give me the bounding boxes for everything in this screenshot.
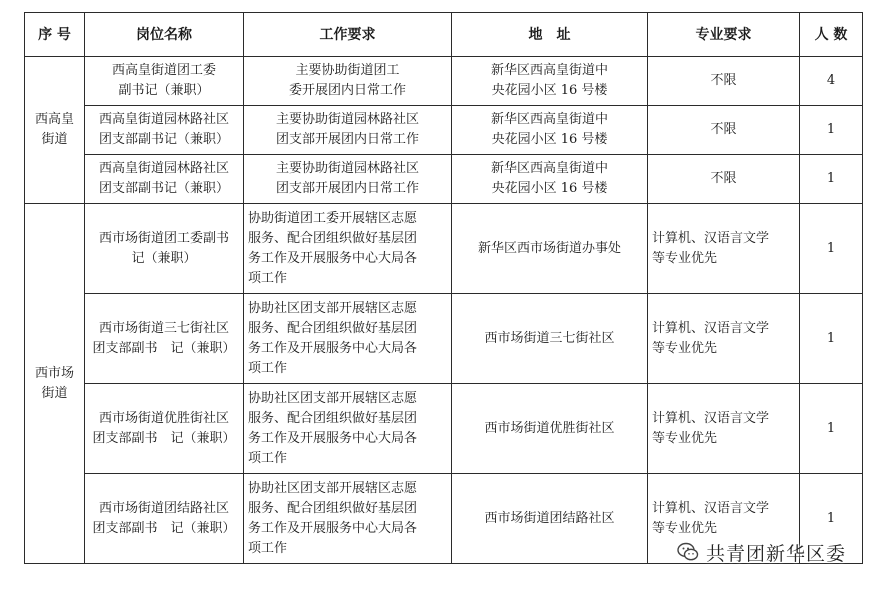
post-cell: 西高皇街道团工委 副书记（兼职） — [85, 57, 244, 106]
table-row — [25, 106, 863, 155]
watermark — [676, 538, 866, 566]
major-cell: 计算机、汉语言文学 等专业优先 — [648, 204, 800, 294]
header-seq: 序 号 — [25, 13, 85, 57]
major-cell: 计算机、汉语言文学 等专业优先 — [648, 294, 800, 384]
post-cell: 西市场街道团结路社区 团支部副书 记（兼职） — [85, 474, 244, 564]
watermark-text: 共青团新华区委 — [706, 542, 847, 565]
count-cell: 1 — [800, 155, 863, 204]
address-cell: 新华区西高皇街道中 央花园小区 16 号楼 — [452, 57, 648, 106]
table-row — [25, 57, 863, 106]
header-count: 人 数 — [800, 13, 863, 57]
table-row — [25, 204, 863, 294]
work-cell: 主要协助街道团工 委开展团内日常工作 — [244, 57, 452, 106]
major-cell: 计算机、汉语言文学 等专业优先 — [648, 474, 800, 564]
work-cell: 协助社区团支部开展辖区志愿 服务、配合团组织做好基层团 务工作及开展服务中心大局各 项工作 — [244, 474, 452, 564]
post-cell: 西市场街道优胜街社区 团支部副书 记（兼职） — [85, 384, 244, 474]
table-row — [25, 294, 863, 384]
address-cell: 新华区西市场街道办事处 — [452, 204, 648, 294]
count-cell: 1 — [800, 294, 863, 384]
work-cell: 协助社区团支部开展辖区志愿 服务、配合团组织做好基层团 务工作及开展服务中心大局各 项工作 — [244, 294, 452, 384]
post-cell: 西高皇街道园林路社区 团支部副书记（兼职） — [85, 106, 244, 155]
major-cell: 不限 — [648, 106, 800, 155]
post-cell: 西市场街道团工委副书 记（兼职） — [85, 204, 244, 294]
header-address: 地 址 — [452, 13, 648, 57]
work-cell: 主要协助街道园林路社区 团支部开展团内日常工作 — [244, 155, 452, 204]
work-cell: 协助街道团工委开展辖区志愿 服务、配合团组织做好基层团 务工作及开展服务中心大局各 项工作 — [244, 204, 452, 294]
work-cell: 协助社区团支部开展辖区志愿 服务、配合团组织做好基层团 务工作及开展服务中心大局各 项工作 — [244, 384, 452, 474]
header-major: 专业要求 — [648, 13, 800, 57]
table-row — [25, 384, 863, 474]
table-row — [25, 155, 863, 204]
post-cell: 西高皇街道园林路社区 团支部副书记（兼职） — [85, 155, 244, 204]
count-cell: 1 — [800, 106, 863, 155]
header-post: 岗位名称 — [85, 13, 244, 57]
group-name: 西市场 街道 — [25, 204, 85, 564]
post-cell: 西市场街道三七街社区 团支部副书 记（兼职） — [85, 294, 244, 384]
count-cell: 4 — [800, 57, 863, 106]
major-cell: 计算机、汉语言文学 等专业优先 — [648, 384, 800, 474]
count-cell: 1 — [800, 204, 863, 294]
header-work: 工作要求 — [244, 13, 452, 57]
major-cell: 不限 — [648, 155, 800, 204]
address-cell: 西市场街道三七街社区 — [452, 294, 648, 384]
address-cell: 西市场街道团结路社区 — [452, 474, 648, 564]
work-cell: 主要协助街道园林路社区 团支部开展团内日常工作 — [244, 106, 452, 155]
address-cell: 新华区西高皇街道中 央花园小区 16 号楼 — [452, 155, 648, 204]
count-cell: 1 — [800, 474, 863, 564]
major-cell: 不限 — [648, 57, 800, 106]
group-name: 西高皇 街道 — [25, 57, 85, 204]
table-header-row — [25, 13, 863, 57]
count-cell: 1 — [800, 384, 863, 474]
address-cell: 西市场街道优胜街社区 — [452, 384, 648, 474]
address-cell: 新华区西高皇街道中 央花园小区 16 号楼 — [452, 106, 648, 155]
wechat-logo-icon — [676, 540, 700, 564]
recruitment-table — [24, 12, 863, 564]
